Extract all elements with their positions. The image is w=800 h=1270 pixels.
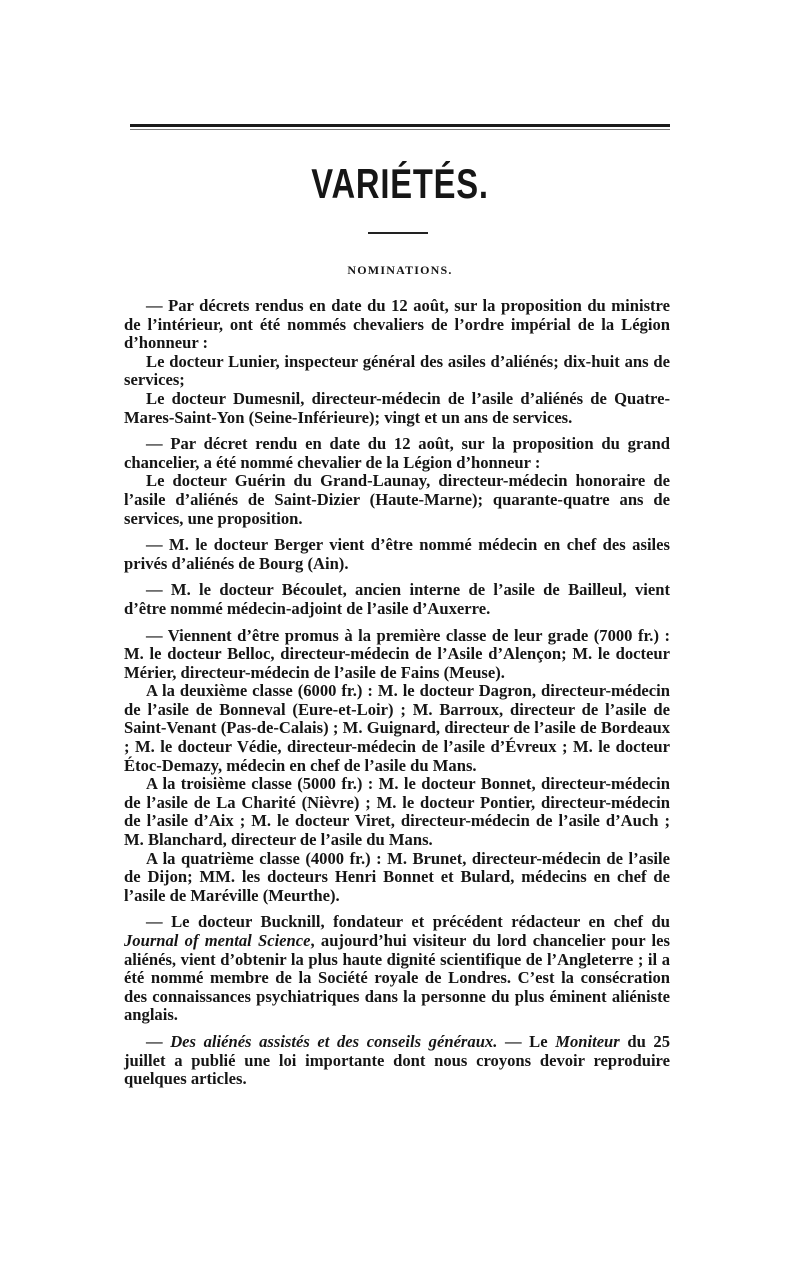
paragraph: Le docteur Guérin du Grand-Launay, directeur-médecin honoraire de l’asile d’aliénés de Saint-Dizier (Haute-Marne); quarante-quatre ans de services, une proposition.: [124, 471, 670, 528]
title-divider: [368, 232, 428, 234]
paragraph: A la quatrième classe (4000 fr.) : M. Brunet, directeur-médecin de l’asile de Dijon; MM. les docteurs Henri Bonnet et Bulard, médecins en chef de l’asile de Maréville (Meurthe).: [124, 848, 670, 905]
header-rule-thin: [130, 129, 670, 130]
paragraph: — M. le docteur Bécoulet, ancien interne de l’asile de Bailleul, vient d’être nommé médecin-adjoint de l’asile d’Auxerre.: [124, 580, 670, 618]
header-rule: [130, 124, 670, 127]
paragraph: A la deuxième classe (6000 fr.) : M. le docteur Dagron, directeur-médecin de l’asile de Bonneval (Eure-et-Loir) ; M. Barroux, directeur de l’asile de Saint-Venant (Pas-de-Calais) ; M. Guignard, directeur de l’asile de Bordeaux ; M. le docteur Védie, directeur-médecin de l’asile d’Évreux ; M. le docteur Étoc-Demazy, médecin en chef de l’asile du Mans.: [124, 681, 670, 775]
paragraph: Le docteur Dumesnil, directeur-médecin de l’asile d’aliénés de Quatre-Mares-Saint-Yon (Seine-Inférieure); vingt et un ans de services.: [124, 388, 670, 427]
paragraph: — M. le docteur Berger vient d’être nommé médecin en chef des asiles privés d’aliénés de Bourg (Ain).: [124, 535, 670, 573]
paragraph: — Par décret rendu en date du 12 août, sur la proposition du grand chancelier, a été nommé chevalier de la Légion d’honneur :: [124, 434, 670, 472]
section-heading: NOMINATIONS.: [347, 263, 453, 277]
page-title: VARIÉTÉS.: [311, 160, 489, 207]
paragraph: — Le docteur Bucknill, fondateur et précédent rédacteur en chef du Journal of mental Science, aujourd’hui visiteur du lord chancelier pour les aliénés, vient d’obtenir la plus haute dignité scientifique de l’Angleterre ; il a été nommé membre de la Société royale de Londres. C’est la consécration des connaissances psychiatriques dans la personne du plus éminent aliéniste anglais.: [124, 912, 670, 1025]
paragraph: — Des aliénés assistés et des conseils généraux. — Le Moniteur du 25 juillet a publié une loi importante dont nous croyons devoir reproduire quelques articles.: [124, 1031, 670, 1089]
article-body: [124, 297, 670, 1089]
paragraph: — Par décrets rendus en date du 12 août, sur la proposition du ministre de l’intérieur, ont été nommés chevaliers de l’ordre impérial de la Légion d’honneur :: [124, 296, 670, 353]
paragraph: — Viennent d’être promus à la première classe de leur grade (7000 fr.) : M. le docteur Belloc, directeur-médecin de l’Asile d’Alençon; M. le docteur Mérier, directeur-médecin de l’asile de Fains (Meuse).: [124, 625, 670, 682]
paragraph: Le docteur Lunier, inspecteur général des asiles d’aliénés; dix-huit ans de services;: [124, 351, 670, 390]
paragraph: A la troisième classe (5000 fr.) : M. le docteur Bonnet, directeur-médecin de l’asile de La Charité (Nièvre) ; M. le docteur Pontier, directeur-médecin de l’asile d’Aix ; M. le docteur Viret, directeur-médecin de l’asile d’Auch ; M. Blanchard, directeur de l’asile du Mans.: [124, 774, 670, 850]
